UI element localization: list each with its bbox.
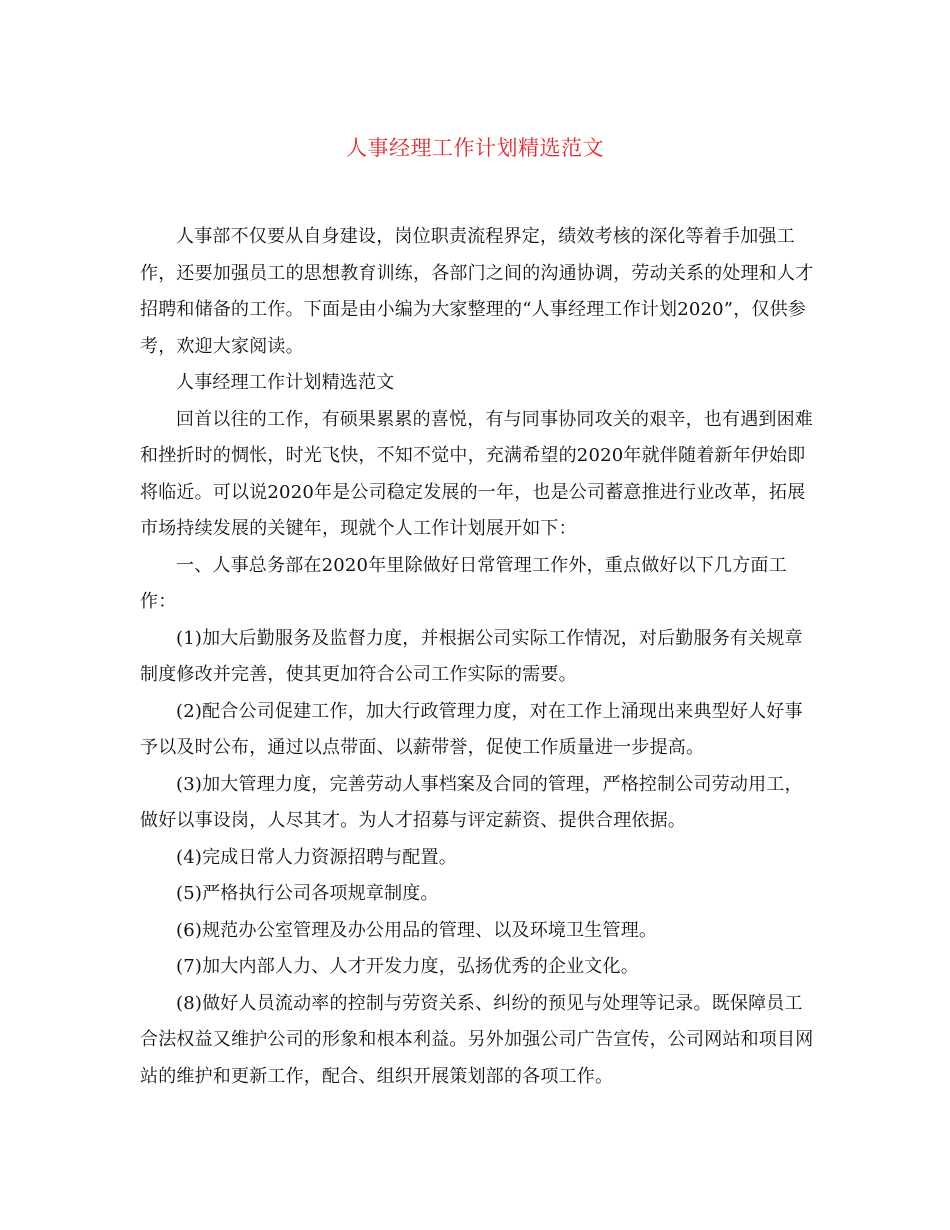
paragraph-subtitle: 人事经理工作计划精选范文: [176, 372, 395, 393]
document-title: 人事经理工作计划精选范文: [346, 136, 604, 160]
paragraph-item-3: (3)加大管理力度，完善劳动人事档案及合同的管理，严格控制公司劳动用工，做好以事设岗，人尽其才。为人才招募与评定薪资、提供合理依据。: [140, 773, 803, 831]
paragraph-intro: 人事部不仅要从自身建设，岗位职责流程界定，绩效考核的深化等着手加强工作，还要加强员工的思想教育训练，各部门之间的沟通协调，劳动关系的处理和人才招聘和储备的工作。下面是由小编为大家整理的“人事经理工作计划2020”，仅供参考，欢迎大家阅读。: [140, 226, 814, 357]
paragraph-item-4: (4)完成日常人力资源招聘与配置。: [176, 846, 457, 868]
paragraph-section-heading: 一、人事总务部在2020年里除做好日常管理工作外，重点做好以下几方面工作：: [140, 554, 787, 612]
paragraph-item-2: (2)配合公司促建工作，加大行政管理力度，对在工作上涌现出来典型好人好事予以及时公布，通过以点带面、以薪带誉，促使工作质量进一步提高。: [140, 700, 803, 758]
paragraph-item-5: (5)严格执行公司各项规章制度。: [176, 883, 439, 904]
document-body: [140, 219, 815, 1095]
paragraph-review: 回首以往的工作，有硕果累累的喜悦，有与同事协同攻关的艰辛，也有遇到困难和挫折时的惆怅，时光飞快，不知不觉中，充满希望的2020年就伴随着新年伊始即将临近。可以说2020年是公司稳定发展的一年，也是公司蓄意推进行业改革，拓展市场持续发展的关键年，现就个人工作计划展开如下：: [140, 408, 813, 539]
paragraph-item-1: (1)加大后勤服务及监督力度，并根据公司实际工作情况，对后勤服务有关规章制度修改并完善，使其更加符合公司工作实际的需要。: [140, 627, 803, 685]
paragraph-item-6: (6)规范办公室管理及办公用品的管理、以及环境卫生管理。: [176, 919, 658, 941]
paragraph-item-7: (7)加大内部人力、人才开发力度，弘扬优秀的企业文化。: [176, 956, 639, 977]
paragraph-item-8: (8)做好人员流动率的控制与劳资关系、纠纷的预见与处理等记录。既保障员工合法权益又维护公司的形象和根本利益。另外加强公司广告宣传，公司网站和项目网站的维护和更新工作，配合、组织开展策划部的各项工作。: [140, 992, 814, 1087]
